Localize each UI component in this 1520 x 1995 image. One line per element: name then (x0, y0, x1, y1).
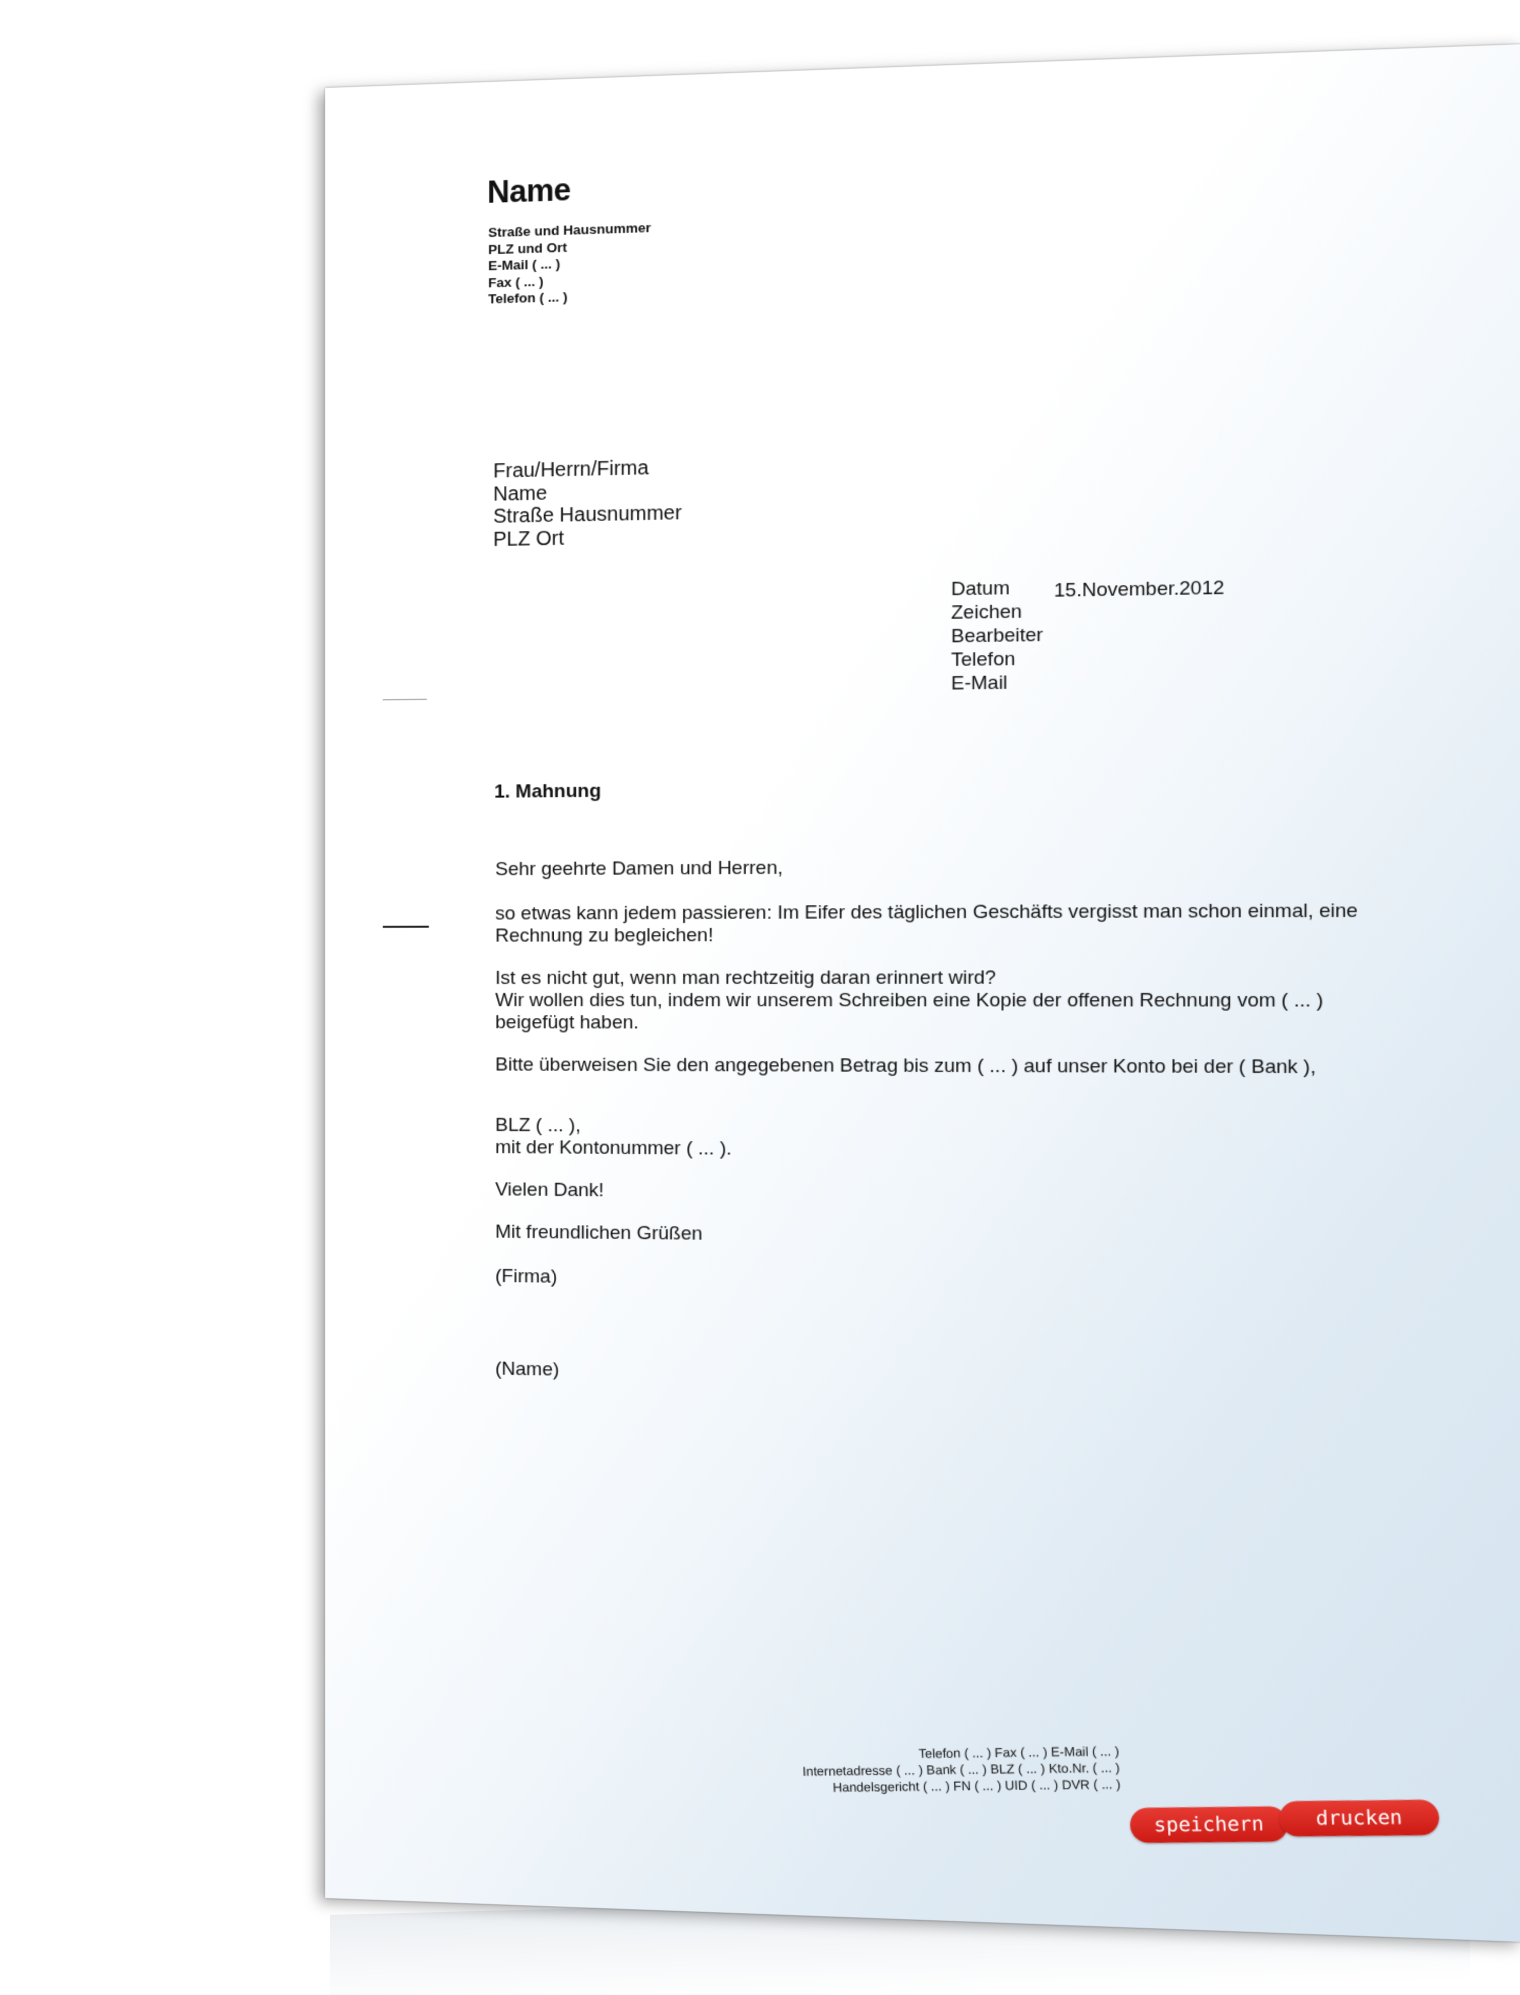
body-company: (Firma) (495, 1265, 558, 1288)
body-account-number: mit der Kontonummer ( ... ). (495, 1136, 732, 1160)
meta-label-reference: Zeichen (951, 601, 1022, 624)
recipient-street: Straße Hausnummer (493, 502, 682, 528)
letter-subject: 1. Mahnung (494, 780, 602, 803)
body-paragraph-2-line-1: Ist es nicht gut, wenn man rechtzeitig daran erinnert wird? (495, 967, 996, 989)
recipient-address (493, 456, 682, 551)
body-blz: BLZ ( ... ), (495, 1114, 581, 1137)
body-paragraph-1-line-2: Rechnung zu begleichen! (495, 924, 714, 947)
document-page (325, 44, 1520, 1942)
save-button[interactable]: speichern (1129, 1806, 1288, 1843)
fold-mark-top (383, 699, 427, 701)
body-paragraph-3: Bitte überweisen Sie den angegebenen Betrag bis zum ( ... ) auf unser Konto bei der ( Bank ), (495, 1054, 1316, 1079)
footer-row-1: Telefon ( ... ) Fax ( ... ) E-Mail ( ... ) (918, 1744, 1120, 1762)
sender-address (488, 220, 651, 308)
document-page-wrapper (325, 44, 1520, 1942)
body-thanks: Vielen Dank! (495, 1179, 604, 1202)
meta-label-phone: Telefon (951, 648, 1016, 672)
body-salutation: Sehr geehrte Damen und Herren, (495, 857, 783, 881)
recipient-city: PLZ Ort (493, 527, 564, 551)
body-paragraph-1 (495, 900, 1358, 947)
fold-mark-middle (383, 926, 429, 928)
body-closing: Mit freundlichen Grüßen (495, 1221, 703, 1245)
meta-date-value: 15.November.2012 (1053, 577, 1225, 602)
footer-contact-info (801, 1743, 1121, 1796)
body-paragraph-2 (495, 967, 1323, 1036)
print-button[interactable]: drucken (1279, 1800, 1440, 1837)
footer-row-3: Handelsgericht ( ... ) FN ( ... ) UID ( ... ) DVR ( ... ) (832, 1777, 1121, 1795)
sender-street: Straße und Hausnummer (488, 219, 651, 241)
meta-label-clerk: Bearbeiter (951, 624, 1044, 648)
sender-name: Name (487, 171, 571, 210)
meta-labels (951, 576, 1043, 695)
sender-fax: Fax ( ... ) (488, 273, 544, 290)
recipient-salutation: Frau/Herrn/Firma (493, 457, 649, 483)
meta-label-email: E-Mail (951, 672, 1008, 695)
sender-phone: Telefon ( ... ) (488, 289, 568, 307)
footer-row-2: Internetadresse ( ... ) Bank ( ... ) BLZ ( ... ) Kto.Nr. ( ... ) (802, 1760, 1121, 1779)
body-paragraph-1-line-1: so etwas kann jedem passieren: Im Eifer des täglichen Geschäfts vergisst man schon einmal, eine (495, 900, 1358, 925)
sender-email: E-Mail ( ... ) (488, 256, 561, 274)
sender-city: PLZ und Ort (488, 239, 568, 257)
body-paragraph-2-line-3: beigefügt haben. (495, 1012, 639, 1034)
body-bank-details (495, 1115, 731, 1161)
body-paragraph-2-line-2: Wir wollen dies tun, indem wir unserem Schreiben eine Kopie der offenen Rechnung vom ( ... ) (495, 989, 1324, 1012)
body-signature-name: (Name) (495, 1358, 560, 1381)
meta-label-date: Datum (951, 577, 1010, 601)
recipient-name: Name (493, 481, 548, 506)
